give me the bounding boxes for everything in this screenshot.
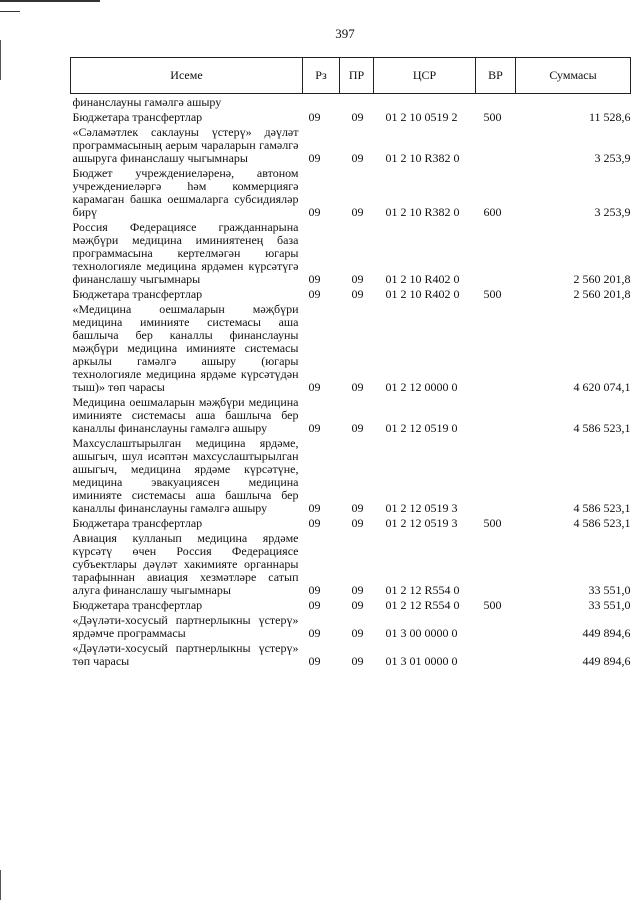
budget-table [70, 57, 631, 668]
row-name: Медицина оешмаларын мәҗбүри медицина иминияте системасы аша башлыча бер каналлы финанслауны гамәлгә ашыру [72, 395, 299, 435]
row-pr: 09 [351, 598, 364, 612]
row-pr: 09 [351, 654, 364, 668]
table-row [71, 94, 631, 110]
row-name: финанслауны гамәлгә ашыру [72, 95, 222, 109]
table-row [71, 109, 631, 124]
table-body [71, 94, 631, 669]
table-row [71, 165, 631, 219]
row-csr: 01 2 12 0000 0 [385, 380, 458, 394]
row-sum: 2 560 201,8 [573, 272, 631, 286]
row-csr: 01 2 10 R402 0 [385, 272, 460, 286]
header-vr: ВР [476, 58, 516, 94]
table-row [71, 597, 631, 612]
row-vr [476, 94, 516, 110]
row-sum [516, 94, 631, 110]
row-vr [476, 394, 516, 435]
row-sum: 33 551,0 [588, 583, 631, 597]
table-row [71, 530, 631, 597]
table-row [71, 286, 631, 301]
row-sum: 4 620 074,1 [573, 380, 631, 394]
row-name: Бюджетара трансфертлар [72, 598, 203, 612]
row-rz: 09 [308, 626, 321, 640]
row-pr: 09 [351, 151, 364, 165]
header-rz: Рз [303, 58, 340, 94]
row-rz: 09 [308, 598, 321, 612]
row-csr: 01 2 10 0519 2 [385, 110, 458, 124]
page-number: 397 [335, 26, 355, 41]
row-rz: 09 [308, 287, 321, 301]
row-rz: 09 [308, 501, 321, 515]
row-rz: 09 [308, 421, 321, 435]
row-vr: 500 [483, 110, 502, 124]
row-pr: 09 [351, 626, 364, 640]
row-sum: 4 586 523,1 [573, 421, 631, 435]
row-name: Махсуслаштырылган медицина ярдәме, ашыгыч, шул исәптән махсуслаштырылган ашыгыч, медицина ярдәме күрсәтүне, медицина эвакуациясен медицина иминияте системасы аша башлыча бер каналлы финанслауны гамәлгә ашыру [72, 436, 299, 515]
row-pr: 09 [351, 516, 364, 530]
row-pr: 09 [351, 380, 364, 394]
row-name: Россия Федерациясе гражданнарына мәҗбүри медицина иминиятенең база программасына кертелмәгән югары технологияле медицина ярдәмен күрсәтүгә финанслашу чыгымнары [72, 220, 299, 286]
row-name: «Дәүләти-хосусый партнерлыкны үстерү» төп чарасы [72, 641, 299, 668]
row-pr: 09 [351, 205, 364, 219]
row-pr [340, 94, 374, 110]
top-edge-mark-short [0, 11, 20, 12]
row-name: Авиация кулланып медицина ярдәме күрсәтү өчен Россия Федерациясе субъектлары дәүләт хакимияте органнары тарафыннан авиация хезмәтләре сатып алуга финанслашу чыгымнары [72, 531, 299, 597]
row-rz: 09 [308, 380, 321, 394]
row-rz: 09 [308, 272, 321, 286]
table-row [71, 515, 631, 530]
header-pr: ПР [340, 58, 374, 94]
row-vr [476, 124, 516, 165]
row-pr: 09 [351, 272, 364, 286]
left-edge-mark [0, 40, 1, 80]
left-edge-mark-bottom [0, 870, 1, 900]
row-sum: 449 894,6 [582, 626, 631, 640]
row-name: «Медицина оешмаларын мәҗбүри медицина иминияте системасы аша башлыча бер каналлы финанслауны мәҗбүри медицина иминияте системасы аркылы гамәлгә ашыру (югары технологияле медицина ярдәме күрсәтүдән тыш)» төп чарасы [72, 302, 299, 394]
table-row [71, 612, 631, 640]
row-csr: 01 2 10 R382 0 [385, 151, 460, 165]
row-sum: 2 560 201,8 [573, 287, 631, 301]
table-row [71, 640, 631, 668]
row-name: Бюджетара трансфертлар [72, 110, 203, 124]
row-csr: 01 2 10 R382 0 [385, 205, 460, 219]
table-row [71, 394, 631, 435]
table-row [71, 219, 631, 286]
row-rz: 09 [308, 654, 321, 668]
header-name: Исеме [71, 58, 303, 94]
header-sum: Суммасы [516, 58, 631, 94]
row-pr: 09 [351, 287, 364, 301]
row-vr [476, 301, 516, 394]
row-sum: 3 253,9 [594, 151, 631, 165]
row-vr: 600 [483, 205, 502, 219]
row-sum: 449 894,6 [582, 654, 631, 668]
row-vr [476, 612, 516, 640]
row-csr: 01 2 12 R554 0 [385, 598, 460, 612]
row-pr: 09 [351, 583, 364, 597]
row-name: «Сәламәтлек саклауны үстерү» дәүләт программасының аерым чараларын гамәлгә ашыруга финанслашу чыгымнары [72, 125, 299, 165]
row-sum: 4 586 523,1 [573, 501, 631, 515]
row-name: «Дәүләти-хосусый партнерлыкны үстерү» ярдәмче программасы [72, 613, 299, 640]
row-pr: 09 [351, 421, 364, 435]
table-row [71, 124, 631, 165]
row-csr: 01 2 12 R554 0 [385, 583, 460, 597]
row-rz: 09 [308, 110, 321, 124]
table-row [71, 301, 631, 394]
row-csr: 01 2 10 R402 0 [385, 287, 460, 301]
row-pr: 09 [351, 501, 364, 515]
row-csr: 01 2 12 0519 3 [385, 516, 458, 530]
table-header [71, 58, 631, 94]
row-name: Бюджетара трансфертлар [72, 287, 203, 301]
row-rz: 09 [308, 151, 321, 165]
row-csr [374, 94, 476, 110]
row-vr: 500 [483, 598, 502, 612]
row-pr: 09 [351, 110, 364, 124]
row-csr: 01 2 12 0519 0 [385, 421, 458, 435]
row-rz: 09 [308, 583, 321, 597]
row-sum: 33 551,0 [588, 598, 631, 612]
row-rz [303, 94, 340, 110]
row-csr: 01 2 12 0519 3 [385, 501, 458, 515]
row-vr: 500 [483, 287, 502, 301]
row-rz: 09 [308, 516, 321, 530]
row-name: Бюджет учреждениеләренә, автоном учреждениеләргә һәм коммерциягә карамаган башка оешмаларга субсидияләр бирү [72, 166, 299, 219]
row-sum: 4 586 523,1 [573, 516, 631, 530]
row-csr: 01 3 01 0000 0 [385, 654, 458, 668]
row-vr [476, 530, 516, 597]
row-sum: 3 253,9 [594, 205, 631, 219]
table-row [71, 435, 631, 515]
row-csr: 01 3 00 0000 0 [385, 626, 458, 640]
row-vr: 500 [483, 516, 502, 530]
top-edge-mark [0, 0, 100, 2]
row-vr [476, 219, 516, 286]
row-vr [476, 640, 516, 668]
row-rz: 09 [308, 205, 321, 219]
header-csr: ЦСР [374, 58, 476, 94]
row-vr [476, 435, 516, 515]
row-sum: 11 528,6 [588, 110, 631, 124]
row-name: Бюджетара трансфертлар [72, 516, 203, 530]
